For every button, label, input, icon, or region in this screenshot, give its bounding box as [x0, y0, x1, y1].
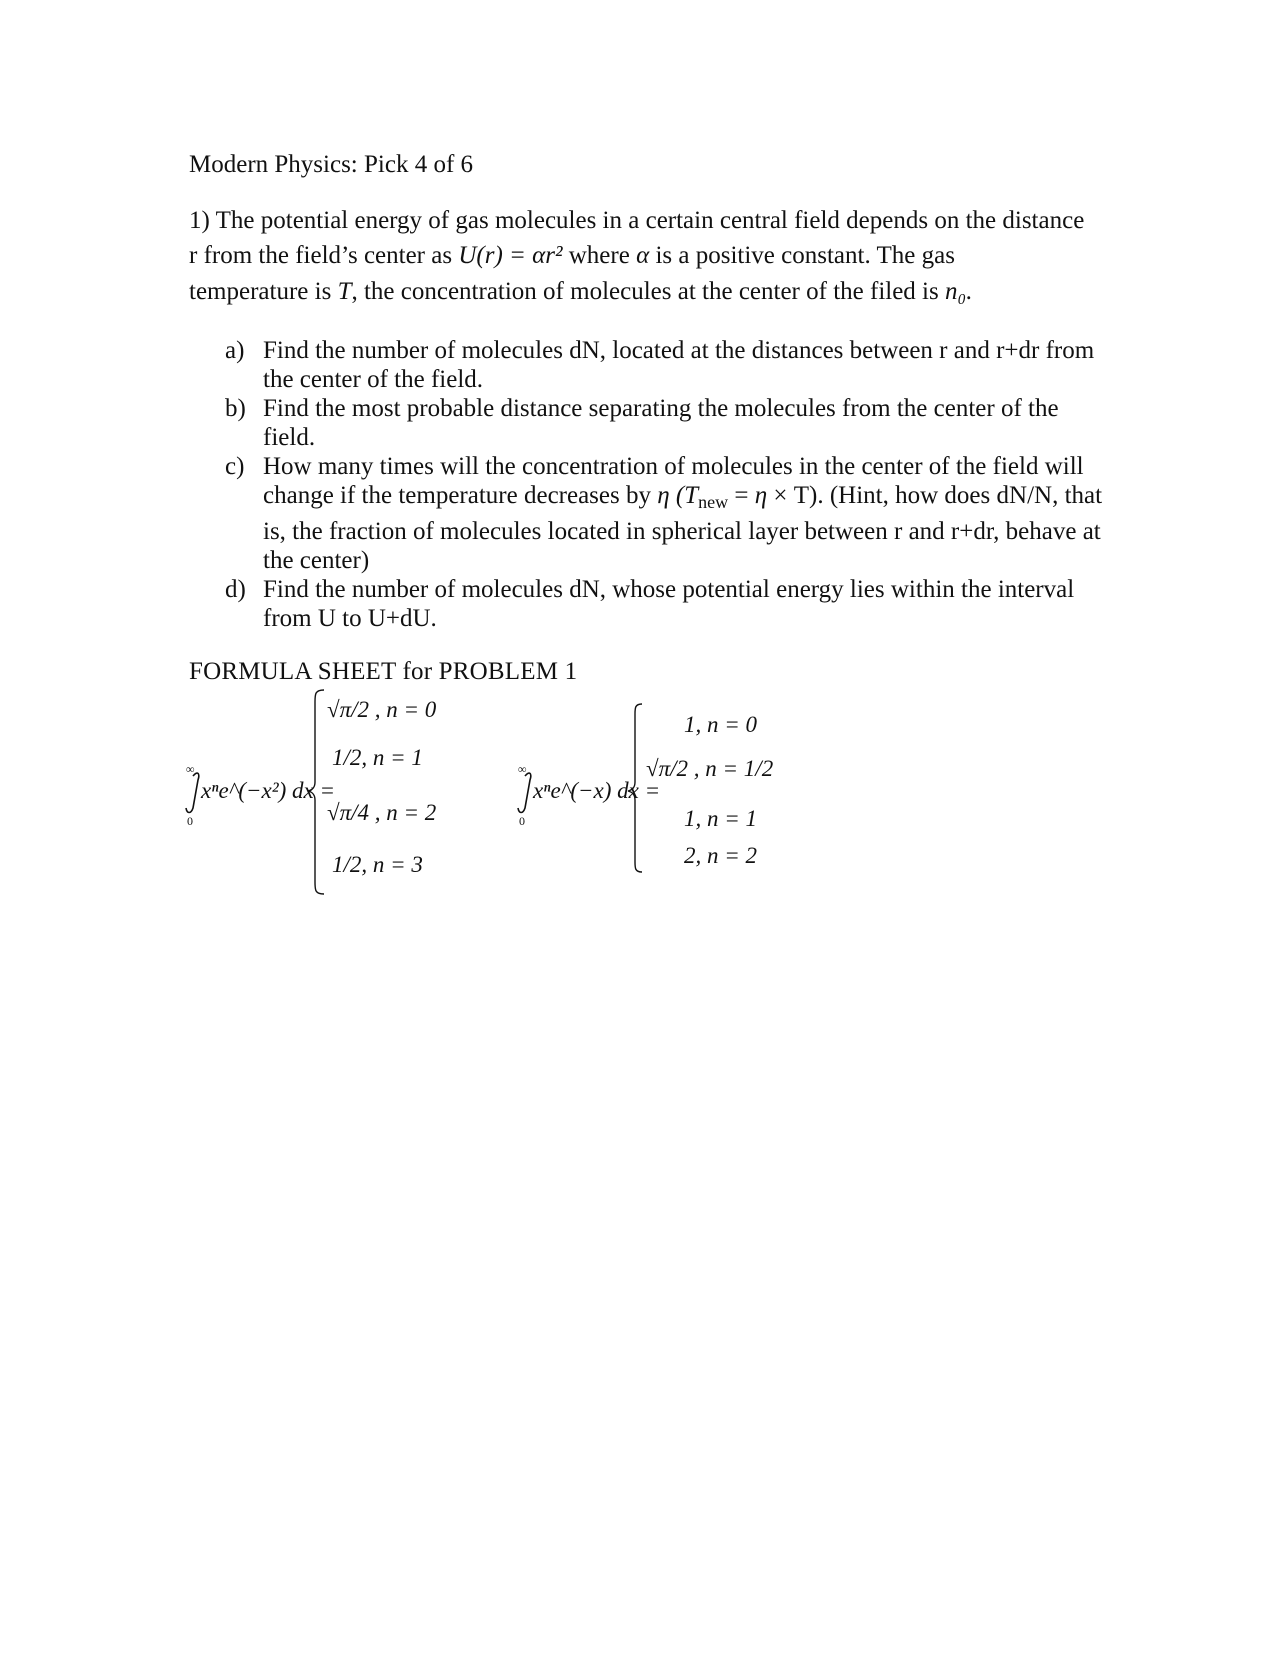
problem-text-1: The potential energy of gas molecules in a certain central field depends on the distance	[215, 207, 1085, 234]
new-subscript: new	[698, 492, 729, 512]
case-n0: √π/2 , n = 0	[327, 697, 437, 722]
exponential-integral-formula	[514, 690, 814, 910]
case-n-half: √π/2 , n = 1/2	[646, 756, 774, 781]
upper-limit: ∞	[518, 762, 527, 776]
lower-limit: 0	[187, 814, 193, 828]
part-label: c)	[225, 453, 245, 480]
alpha-symbol: α	[636, 242, 650, 269]
part-c-text-a: How many times will the concentration of molecules in the center of the field will change if the temperature decreases by	[263, 453, 1084, 509]
part-text	[263, 452, 1105, 575]
problem-line-1	[189, 204, 1089, 237]
problem-number: 1)	[189, 207, 210, 234]
left-brace-icon	[514, 690, 814, 910]
problem-text-2c: is a positive constant. The gas	[655, 242, 955, 269]
eta-symbol-2: η	[754, 482, 768, 509]
upper-limit: ∞	[186, 762, 195, 776]
part-text: Find the most probable distance separating the molecules from the center of the field.	[263, 395, 1059, 451]
eta-symbol: η	[657, 482, 670, 509]
equals-sign: =	[734, 482, 749, 509]
problem-text-2b: where	[568, 242, 630, 269]
problem-statement	[189, 204, 1089, 308]
case-n1: 1/2, n = 1	[332, 745, 423, 770]
integrand: xⁿe^(−x) dx =	[533, 778, 661, 803]
part-label: a)	[225, 337, 245, 364]
t-new-open: (T	[675, 482, 699, 509]
integrand: xⁿe^(−x²) dx =	[201, 778, 336, 803]
problem-line-2	[189, 239, 1089, 272]
formula-sheet-title: FORMULA SHEET for PROBLEM 1	[189, 658, 578, 685]
part-c	[225, 452, 1105, 575]
problem-text-2a: r from the field’s center as	[189, 242, 453, 269]
case-n3: 1/2, n = 3	[332, 852, 423, 877]
concentration-symbol: n₀.	[945, 278, 973, 305]
lower-limit: 0	[519, 814, 525, 828]
part-c-text-b: (Hint, how does dN/N, that is, the fraction of molecules located in spherical layer between r and r+dr, behave at the center)	[263, 482, 1103, 574]
problem-text-3b: , the concentration of molecules at the center of the filed is	[351, 278, 939, 305]
gaussian-integral-formula	[182, 690, 482, 910]
page-heading: Modern Physics: Pick 4 of 6	[189, 151, 474, 178]
part-label: b)	[225, 395, 246, 422]
case-n1: 1, n = 1	[684, 806, 758, 831]
temperature-symbol: T	[337, 278, 352, 305]
part-text: Find the number of molecules dN, whose potential energy lies within the interval from U to U+dU.	[263, 576, 1075, 632]
part-text: Find the number of molecules dN, located at the distances between r and r+dr from the center of the field.	[263, 337, 1095, 393]
case-n0: 1, n = 0	[684, 712, 758, 737]
problem-line-3	[189, 275, 1089, 308]
problem-parts-list	[225, 336, 1105, 633]
part-d	[225, 575, 1105, 633]
case-n2: √π/4 , n = 2	[327, 800, 437, 825]
problem-text-3a: temperature is	[189, 278, 332, 305]
part-label: d)	[225, 576, 246, 603]
part-b	[225, 394, 1105, 452]
case-n2: 2, n = 2	[684, 843, 758, 868]
times-t: × T).	[773, 482, 824, 509]
potential-formula: U(r) = αr²	[458, 242, 563, 269]
part-a	[225, 336, 1105, 394]
